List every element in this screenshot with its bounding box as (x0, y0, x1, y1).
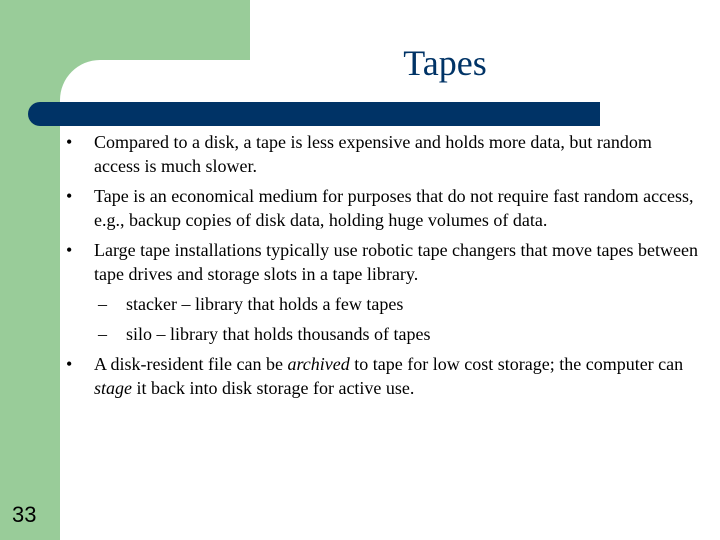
bullet-item (60, 238, 700, 286)
sub-bullet-item (60, 322, 700, 346)
bullet-text: Compared to a disk, a tape is less expensive and holds more data, but random access is much slower. (94, 132, 652, 176)
sub-bullet-item (60, 292, 700, 316)
bullet-dot: • (66, 186, 73, 206)
slide-title: Tapes (403, 43, 487, 83)
sub-bullet-dash: – (98, 324, 107, 344)
bullet-text-part: to tape for low cost storage; the computer can (349, 354, 684, 374)
bullet-text: Large tape installations typically use robotic tape changers that move tapes between tape drives and storage slots in a tape library. (94, 240, 698, 284)
bullet-item (60, 352, 700, 400)
sub-bullet-text: stacker – library that holds a few tapes (126, 294, 404, 314)
emphasis-stage: stage (94, 378, 132, 398)
bullet-dot: • (66, 354, 73, 374)
bullet-text-part: A disk-resident file can be (94, 354, 288, 374)
sub-bullet-dash: – (98, 294, 107, 314)
emphasis-archived: archived (287, 354, 350, 374)
sub-bullet-text: silo – library that holds thousands of tapes (126, 324, 431, 344)
title-underline-bar (28, 102, 600, 126)
bullet-dot: • (66, 132, 73, 152)
page-number: 33 (12, 502, 37, 527)
decorative-green-sidebar (0, 100, 60, 540)
bullet-item (60, 184, 700, 232)
slide-content (60, 130, 700, 406)
bullet-item (60, 130, 700, 178)
bullet-text-part: it back into disk storage for active use. (132, 378, 415, 398)
bullet-text: Tape is an economical medium for purposes that do not require fast random access, e.g., backup copies of disk data, holding huge volumes of data. (94, 186, 694, 230)
bullet-dot: • (66, 240, 73, 260)
